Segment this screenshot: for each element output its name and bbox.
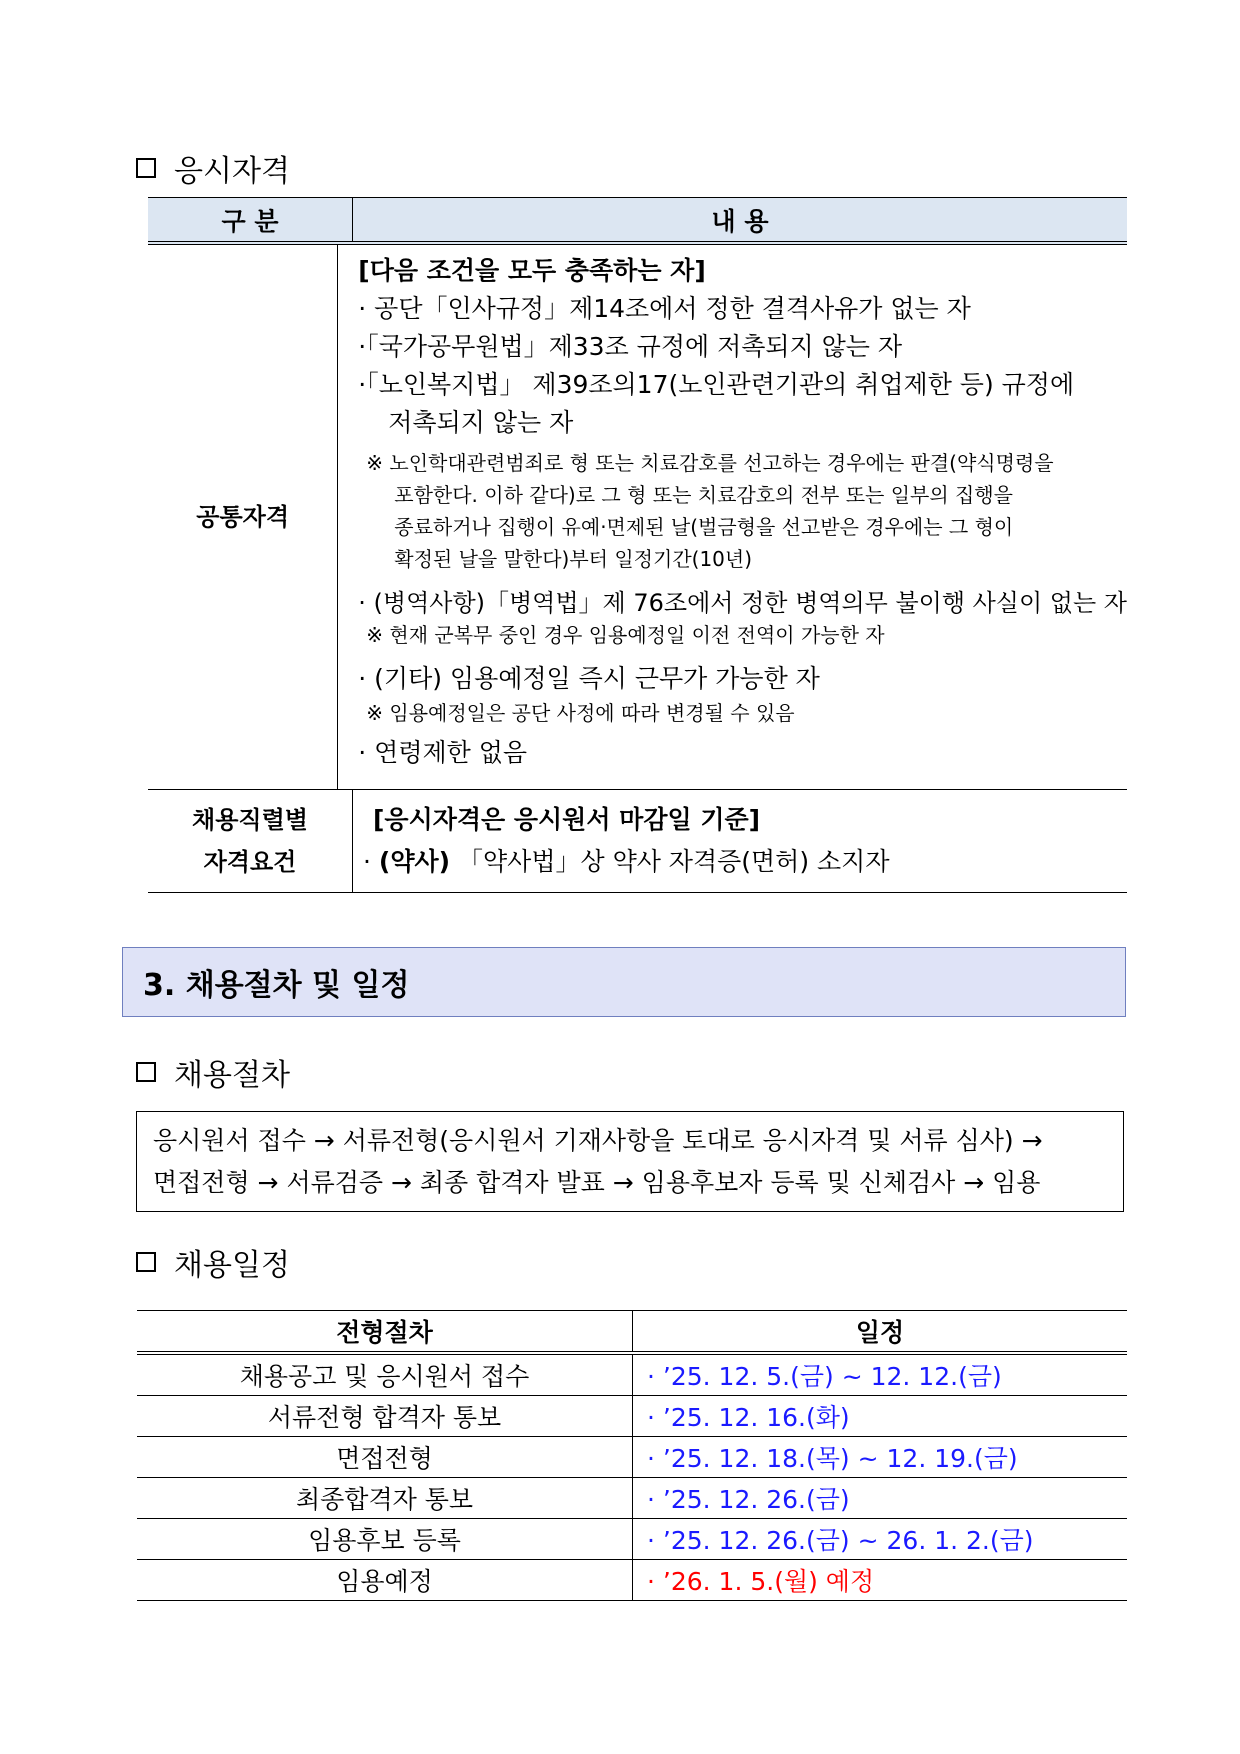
column-header-date: 일정 (633, 1311, 1128, 1354)
checkbox-square-icon (136, 1062, 156, 1082)
date-cell: · ’25. 12. 5.(금) ~ 12. 12.(금) (633, 1353, 1128, 1396)
job-item-bold: (약사) (378, 847, 451, 876)
common-item-3: ·「노인복지법」 제39조의17(노인관련기관의 취업제한 등) 규정에 (358, 370, 1075, 399)
procedure-line-1: 응시원서 접수 → 서류전형(응시원서 기재사항을 토대로 응시자격 및 서류 심사) → (153, 1126, 1043, 1155)
job-label-line-2: 자격요건 (203, 848, 297, 876)
note-1-line-4: 확정된 날을 말한다)부터 일정기간(10년) (394, 547, 753, 571)
job-qualification-label (148, 790, 353, 892)
procedure-box (136, 1111, 1124, 1212)
procedure-heading (136, 1050, 290, 1094)
common-item-2: ·「국가공무원법」제33조 규정에 저촉되지 않는 자 (358, 332, 903, 361)
job-item-bullet: · (363, 847, 379, 876)
note-1-line-3: 종료하거나 집행이 유예·면제된 날(벌금형을 선고받은 경우에는 그 형이 (394, 515, 1014, 539)
qualification-table-header (148, 197, 1127, 245)
schedule-heading (136, 1240, 290, 1284)
procedure-line-2: 면접전형 → 서류검증 → 최종 합격자 발표 → 임용후보자 등록 및 신체검사 → 임용 (153, 1168, 1041, 1197)
job-qualification-content (353, 790, 1127, 892)
date-cell: · ’25. 12. 26.(금) ~ 26. 1. 2.(금) (633, 1519, 1128, 1560)
procedure-heading-text: 채용절차 (174, 1058, 290, 1093)
table-row (137, 1478, 1127, 1519)
qualification-table (148, 197, 1127, 893)
common-qualification-content (338, 245, 1127, 789)
date-cell-final: · ’26. 1. 5.(월) 예정 (633, 1560, 1128, 1601)
date-cell: · ’25. 12. 26.(금) (633, 1478, 1128, 1519)
table-row (137, 1353, 1127, 1396)
step-cell: 채용공고 및 응시원서 접수 (137, 1353, 633, 1396)
qualification-heading (136, 146, 290, 190)
note-1-line-1: ※ 노인학대관련범죄로 형 또는 치료감호를 선고하는 경우에는 판결(약식명령을 (366, 451, 1054, 475)
other-note: ※ 임용예정일은 공단 사정에 따라 변경될 수 있음 (366, 701, 795, 725)
table-row (137, 1396, 1127, 1437)
age-item: · 연령제한 없음 (358, 738, 528, 767)
step-cell: 최종합격자 통보 (137, 1478, 633, 1519)
table-row (137, 1560, 1127, 1601)
table-row (137, 1437, 1127, 1478)
job-item (363, 842, 1127, 878)
job-item-rest: 「약사법」상 약사 자격증(면허) 소지자 (458, 847, 890, 876)
schedule-header-row (137, 1311, 1127, 1354)
column-header-step: 전형절차 (137, 1311, 633, 1354)
date-cell: · ’25. 12. 18.(목) ~ 12. 19.(금) (633, 1437, 1128, 1478)
column-header-category: 구 분 (148, 198, 353, 241)
common-qualification-row (148, 245, 1127, 790)
schedule-heading-text: 채용일정 (174, 1248, 290, 1283)
step-cell: 임용예정 (137, 1560, 633, 1601)
step-cell: 서류전형 합격자 통보 (137, 1396, 633, 1437)
job-label-line-1: 채용직렬별 (192, 806, 308, 834)
date-cell: · ’25. 12. 16.(화) (633, 1396, 1128, 1437)
military-note: ※ 현재 군복무 중인 경우 임용예정일 이전 전역이 가능한 자 (366, 623, 885, 647)
other-item: · (기타) 임용예정일 즉시 근무가 가능한 자 (358, 664, 820, 693)
note-1-line-2: 포함한다. 이하 같다)로 그 형 또는 치료감호의 전부 또는 일부의 집행을 (394, 483, 1013, 507)
checkbox-square-icon (136, 1252, 156, 1272)
checkbox-square-icon (136, 158, 156, 178)
table-row (137, 1519, 1127, 1560)
common-item-1: · 공단「인사규정」제14조에서 정한 결격사유가 없는 자 (358, 294, 971, 323)
common-qualification-label: 공통자격 (148, 245, 338, 789)
column-header-content: 내 용 (711, 206, 769, 236)
job-qualification-row (148, 790, 1127, 893)
step-cell: 임용후보 등록 (137, 1519, 633, 1560)
common-item-3-cont: 저촉되지 않는 자 (388, 408, 574, 437)
qualification-heading-text: 응시자격 (174, 154, 290, 189)
common-title: [다음 조건을 모두 충족하는 자] (358, 256, 706, 285)
section-3-title: 3. 채용절차 및 일정 (143, 968, 410, 1003)
military-item: · (병역사항)「병역법」제 76조에서 정한 병역의무 불이행 사실이 없는 자 (358, 589, 1127, 617)
step-cell: 면접전형 (137, 1437, 633, 1478)
schedule-table (137, 1310, 1127, 1601)
section-3-banner (122, 947, 1126, 1017)
job-title: [응시자격은 응시원서 마감일 기준] (373, 805, 761, 834)
